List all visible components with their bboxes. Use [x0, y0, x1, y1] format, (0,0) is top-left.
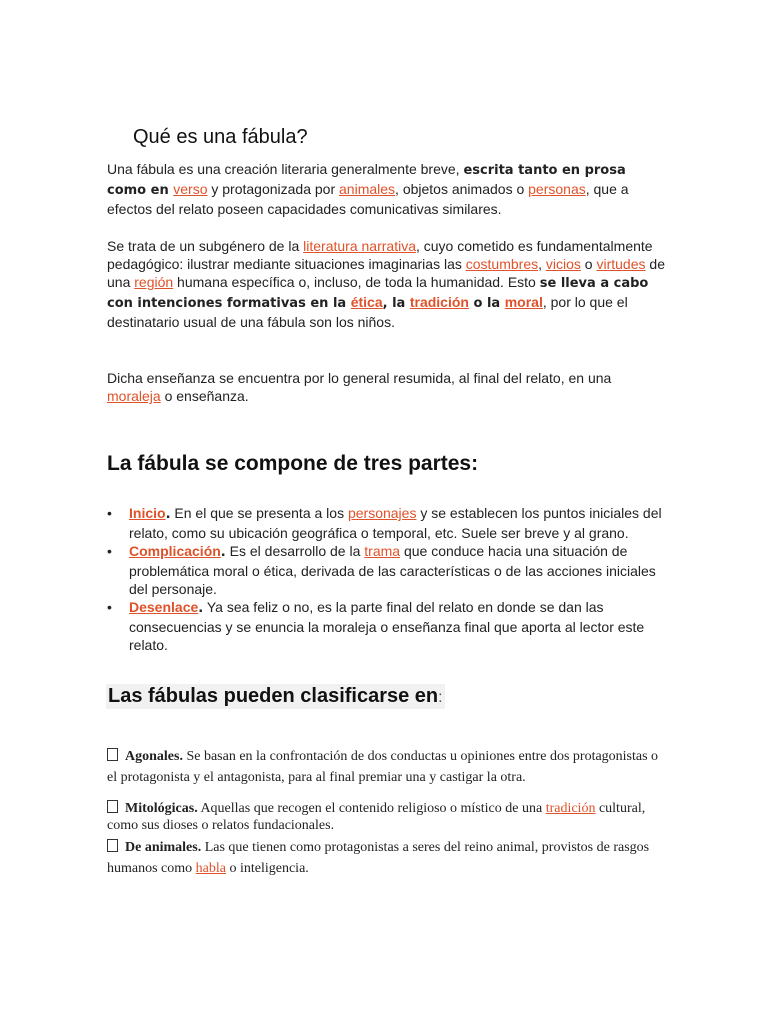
- class-mitologicas: Mitológicas. Aquellas que recogen el contenido religioso o místico de una tradición cultural, como sus dioses o relatos fundacionales.: [107, 801, 646, 833]
- heading-clasificacion: Las fábulas pueden clasificarse en:: [108, 685, 443, 707]
- link-trama[interactable]: trama: [364, 543, 401, 559]
- paragraph-subgenero: Se trata de un subgénero de la literatura narrativa, cuyo cometido es fundamentalmente pedagógico: ilustrar mediante situaciones imaginarias las costumbres, vicios o virtudes de una región humana específica o, incluso, de toda la humanidad. Esto se lleva a cabo con intenciones formativas en la ética, la tradición o la moral, por lo que el destinatario usual de una fábula son los niños.: [107, 238, 665, 330]
- link-personas[interactable]: personas: [528, 181, 586, 197]
- list-item-desenlace: • Desenlace. Ya sea feliz o no, es la parte final del relato en donde se dan las consecuencias y se enuncia la moraleja o enseñanza final que aporta al lector este relato.: [107, 598, 667, 654]
- link-desenlace[interactable]: Desenlace: [129, 599, 199, 615]
- link-tradicion-cultural[interactable]: tradición: [545, 801, 596, 816]
- link-animales[interactable]: animales: [339, 181, 396, 197]
- link-etica[interactable]: ética: [350, 294, 383, 310]
- heading-que-es-una-fabula: Qué es una fábula?: [133, 126, 308, 148]
- checkbox-glyph-icon: [107, 748, 118, 761]
- paragraph-ensenanza: Dicha enseñanza se encuentra por lo general resumida, al final del relato, en una moraleja o enseñanza.: [107, 370, 612, 404]
- link-region[interactable]: región: [134, 274, 174, 290]
- paragraph-definition: Una fábula es una creación literaria generalmente breve, escrita tanto en prosa como en verso y protagonizada por animales, objetos animados o personas, que a efectos del relato poseen capacidades comunicativas similares.: [107, 161, 629, 217]
- link-tradicion[interactable]: tradición: [409, 294, 469, 310]
- link-virtudes[interactable]: virtudes: [596, 256, 646, 272]
- checkbox-glyph-icon: [107, 839, 118, 852]
- link-inicio[interactable]: Inicio: [129, 505, 166, 521]
- link-verso[interactable]: verso: [173, 181, 208, 197]
- link-costumbres[interactable]: costumbres: [465, 256, 539, 272]
- link-moral[interactable]: moral: [504, 294, 543, 310]
- link-literatura-narrativa[interactable]: literatura narrativa: [303, 238, 416, 254]
- link-habla[interactable]: habla: [195, 861, 226, 876]
- list-item-inicio: • Inicio. En el que se presenta a los personajes y se establecen los puntos iniciales del relato, como su ubicación geográfica o temporal, etc. Suele ser breve y al grano.: [107, 504, 667, 542]
- list-item-complicacion: • Complicación. Es el desarrollo de la trama que conduce hacia una situación de problemática moral o ética, derivada de las características o de las acciones iniciales del personaje.: [107, 542, 667, 598]
- link-vicios[interactable]: vicios: [545, 256, 581, 272]
- parts-list: [107, 504, 667, 654]
- class-de-animales: De animales. Las que tienen como protagonistas a seres del reino animal, provistos de rasgos humanos como habla o inteligencia.: [107, 840, 650, 876]
- link-personajes[interactable]: personajes: [347, 505, 417, 521]
- link-complicacion[interactable]: Complicación: [129, 543, 221, 559]
- heading-tres-partes: La fábula se compone de tres partes:: [107, 452, 479, 475]
- checkbox-glyph-icon: [107, 800, 118, 813]
- link-moraleja[interactable]: moraleja: [107, 388, 161, 404]
- class-agonales: Agonales. Se basan en la confrontación de dos conductas u opiniones entre dos protagonistas o el protagonista y el antagonista, para al final premiar una y castigar la otra.: [107, 749, 659, 785]
